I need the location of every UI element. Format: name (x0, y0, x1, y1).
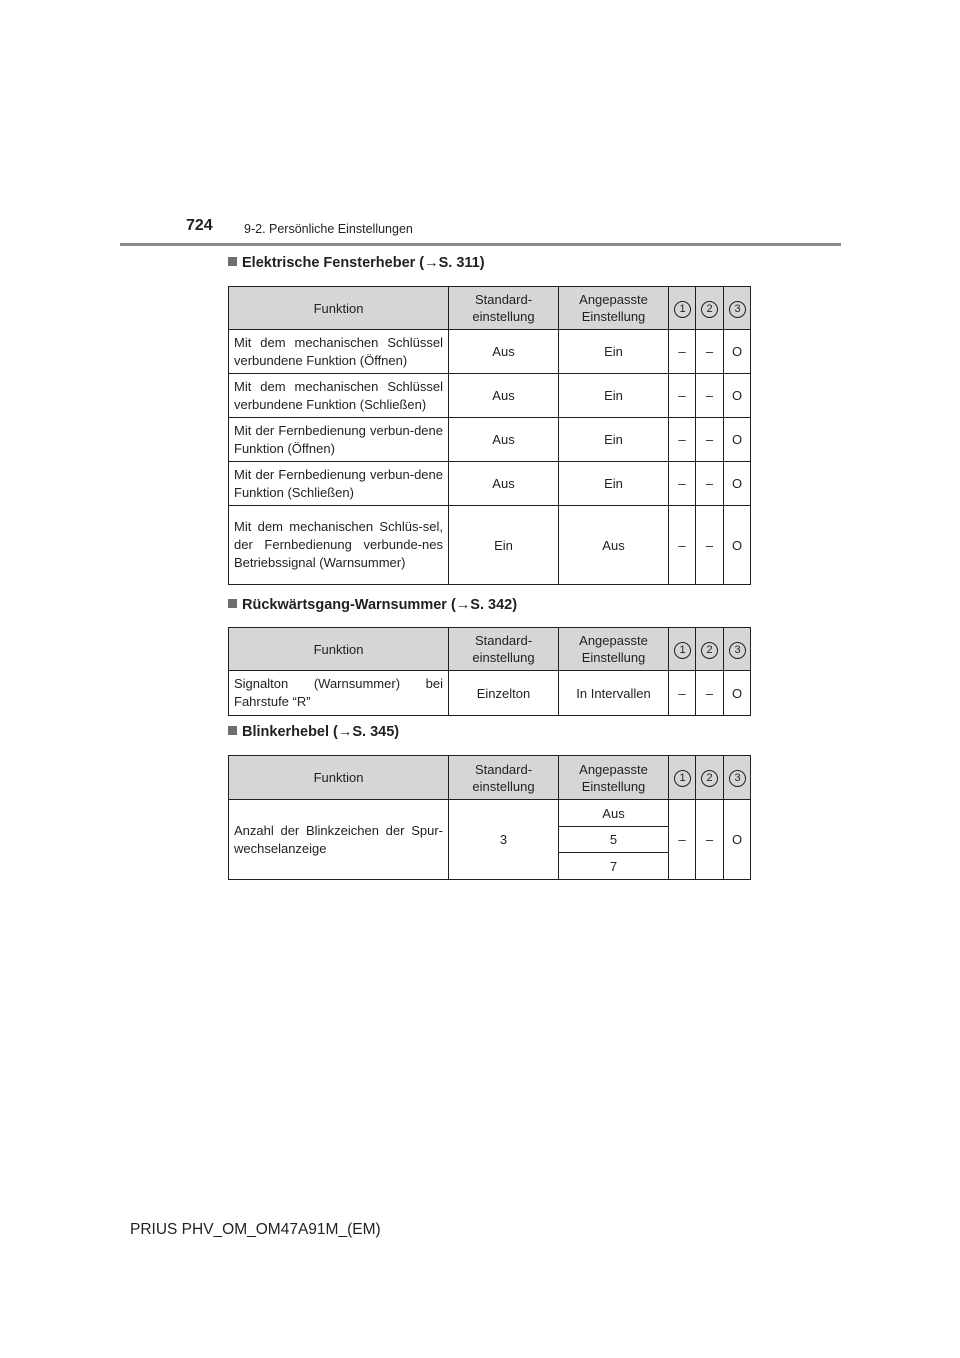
cell-funktion: Anzahl der Blinkzeichen der Spur-wechselanzeige (229, 800, 449, 880)
col-angepasst (559, 287, 669, 330)
heading-blinkerhebel (228, 724, 399, 740)
cell-c1: – (669, 330, 696, 374)
cell-standard: Aus (449, 330, 559, 374)
cell-c1: – (669, 506, 696, 585)
table-row (229, 506, 751, 585)
cell-c2: – (696, 800, 724, 880)
table-header-row (229, 628, 751, 671)
col-standard (449, 756, 559, 800)
col-angepasst-label: Angepasste Einstellung (579, 292, 648, 324)
col-standard (449, 287, 559, 330)
heading-text: Elektrische Fensterheber (→S. 311) (242, 255, 485, 271)
cell-angepasst: Aus (559, 506, 669, 585)
table-row (229, 462, 751, 506)
cell-c3: O (724, 462, 751, 506)
square-bullet-icon (228, 257, 237, 266)
cell-c3: O (724, 418, 751, 462)
circled-1-icon: 1 (674, 642, 691, 659)
col-2 (696, 628, 724, 671)
col-standard-label: Standard- einstellung (472, 633, 535, 665)
cell-funktion: Signalton (Warnsummer) bei Fahrstufe “R” (229, 671, 449, 716)
cell-funktion: Mit dem mechanischen Schlüs-sel, der Fernbedienung verbunde-nes Betriebssignal (Warnsummer) (229, 506, 449, 585)
cell-c3: O (724, 800, 751, 880)
circled-3-icon: 3 (729, 770, 746, 787)
heading-text: Rückwärtsgang-Warnsummer (→S. 342) (242, 597, 518, 613)
cell-standard: Einzelton (449, 671, 559, 716)
cell-c2: – (696, 418, 724, 462)
cell-c2: – (696, 506, 724, 585)
cell-standard: 3 (449, 800, 559, 880)
col-angepasst-label: Angepasste Einstellung (579, 761, 648, 794)
circled-1-icon: 1 (674, 770, 691, 787)
cell-funktion: Mit dem mechanischen Schlüssel verbundene Funktion (Öffnen) (229, 330, 449, 374)
circled-3-icon: 3 (729, 301, 746, 318)
col-funktion: Funktion (229, 756, 449, 800)
col-2 (696, 287, 724, 330)
cell-funktion: Mit der Fernbedienung verbun-dene Funktion (Öffnen) (229, 418, 449, 462)
heading-warnsummer (228, 597, 517, 613)
cell-c3: O (724, 330, 751, 374)
cell-c2: – (696, 374, 724, 418)
cell-standard: Aus (449, 462, 559, 506)
section-title: 9-2. Persönliche Einstellungen (244, 222, 413, 236)
col-1 (669, 756, 696, 800)
cell-funktion: Mit dem mechanischen Schlüssel verbundene Funktion (Schließen) (229, 374, 449, 418)
cell-c1: – (669, 671, 696, 716)
table-warnsummer (228, 627, 751, 716)
table-row (229, 374, 751, 418)
cell-c1: – (669, 462, 696, 506)
cell-standard: Aus (449, 418, 559, 462)
page-number: 724 (186, 217, 213, 234)
col-standard-label: Standard- einstellung (472, 761, 535, 794)
col-1 (669, 287, 696, 330)
table-blinkerhebel (228, 755, 751, 880)
cell-standard: Aus (449, 374, 559, 418)
col-funktion: Funktion (229, 287, 449, 330)
circled-1-icon: 1 (674, 301, 691, 318)
col-3 (724, 756, 751, 800)
col-angepasst (559, 628, 669, 671)
square-bullet-icon (228, 599, 237, 608)
table-header-row (229, 756, 751, 800)
cell-c1: – (669, 374, 696, 418)
cell-c2: – (696, 671, 724, 716)
cell-c1: – (669, 418, 696, 462)
cell-c1: – (669, 800, 696, 880)
cell-angepasst-option: Aus (559, 800, 669, 827)
cell-c2: – (696, 462, 724, 506)
cell-angepasst: In Intervallen (559, 671, 669, 716)
col-angepasst (559, 756, 669, 800)
col-angepasst-label: Angepasste Einstellung (579, 633, 648, 665)
circled-2-icon: 2 (701, 301, 718, 318)
table-row (229, 418, 751, 462)
cell-angepasst-option: 5 (559, 827, 669, 853)
table-row (229, 800, 751, 827)
table-row (229, 330, 751, 374)
heading-text: Blinkerhebel (→S. 345) (242, 724, 400, 740)
col-standard-label: Standard- einstellung (472, 292, 535, 324)
cell-angepasst-option: 7 (559, 853, 669, 880)
circled-2-icon: 2 (701, 770, 718, 787)
cell-c2: – (696, 330, 724, 374)
cell-angepasst: Ein (559, 418, 669, 462)
table-header-row (229, 287, 751, 330)
cell-funktion: Mit der Fernbedienung verbun-dene Funktion (Schließen) (229, 462, 449, 506)
circled-3-icon: 3 (729, 642, 746, 659)
square-bullet-icon (228, 726, 237, 735)
header-rule (120, 243, 841, 246)
circled-2-icon: 2 (701, 642, 718, 659)
table-fensterheber (228, 286, 751, 585)
col-3 (724, 287, 751, 330)
cell-c3: O (724, 671, 751, 716)
cell-c3: O (724, 506, 751, 585)
col-1 (669, 628, 696, 671)
cell-angepasst: Ein (559, 374, 669, 418)
col-3 (724, 628, 751, 671)
cell-angepasst: Ein (559, 462, 669, 506)
footer-doc-id: PRIUS PHV_OM_OM47A91M_(EM) (130, 1221, 381, 1238)
col-funktion: Funktion (229, 628, 449, 671)
cell-c3: O (724, 374, 751, 418)
cell-standard: Ein (449, 506, 559, 585)
cell-angepasst: Ein (559, 330, 669, 374)
heading-fensterheber (228, 255, 485, 271)
col-2 (696, 756, 724, 800)
col-standard (449, 628, 559, 671)
table-row (229, 671, 751, 716)
